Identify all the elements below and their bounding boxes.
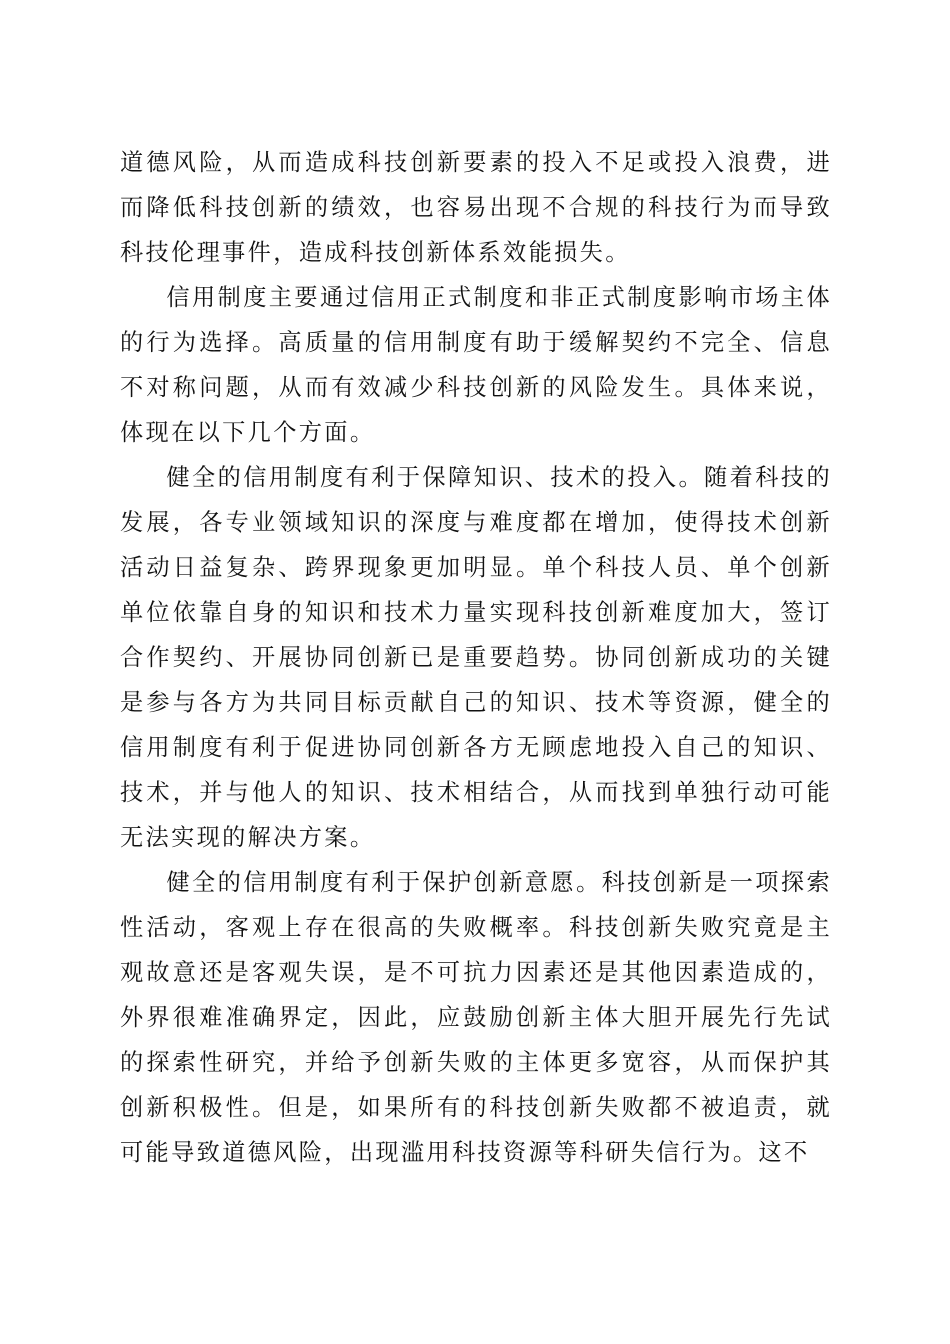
paragraph-knowledge-technology-input: 健全的信用制度有利于保障知识、技术的投入。随着科技的发展，各专业领域知识的深度与难度都在增加，使得技术创新活动日益复杂、跨界现象更加明显。单个科技人员、单个创新单位依靠自身的知识和技术力量实现科技创新难度加大，签订合作契约、开展协同创新已是重要趋势。协同创新成功的关键是参与各方为共同目标贡献自己的知识、技术等资源，健全的信用制度有利于促进协同创新各方无顾虑地投入自己的知识、技术，并与他人的知识、技术相结合，从而找到单独行动可能无法实现的解决方案。 (120, 464, 832, 851)
document-page (120, 140, 832, 1175)
paragraph-continued: 道德风险，从而造成科技创新要素的投入不足或投入浪费，进而降低科技创新的绩效，也容易出现不合规的科技行为而导致科技伦理事件，造成科技创新体系效能损失。 (120, 149, 832, 266)
paragraph-innovation-willingness: 健全的信用制度有利于保护创新意愿。科技创新是一项探索性活动，客观上存在很高的失败概率。科技创新失败究竟是主观故意还是客观失误，是不可抗力因素还是其他因素造成的，外界很难准确界定，因此，应鼓励创新主体大胆开展先行先试的探索性研究，并给予创新失败的主体更多宽容，从而保护其创新积极性。但是，如果所有的科技创新失败都不被追责，就可能导致道德风险，出现滥用科技资源等科研失信行为。这不 (120, 869, 832, 1166)
paragraph-credit-system-overview: 信用制度主要通过信用正式制度和非正式制度影响市场主体的行为选择。高质量的信用制度有助于缓解契约不完全、信息不对称问题，从而有效减少科技创新的风险发生。具体来说，体现在以下几个方面。 (120, 284, 832, 446)
